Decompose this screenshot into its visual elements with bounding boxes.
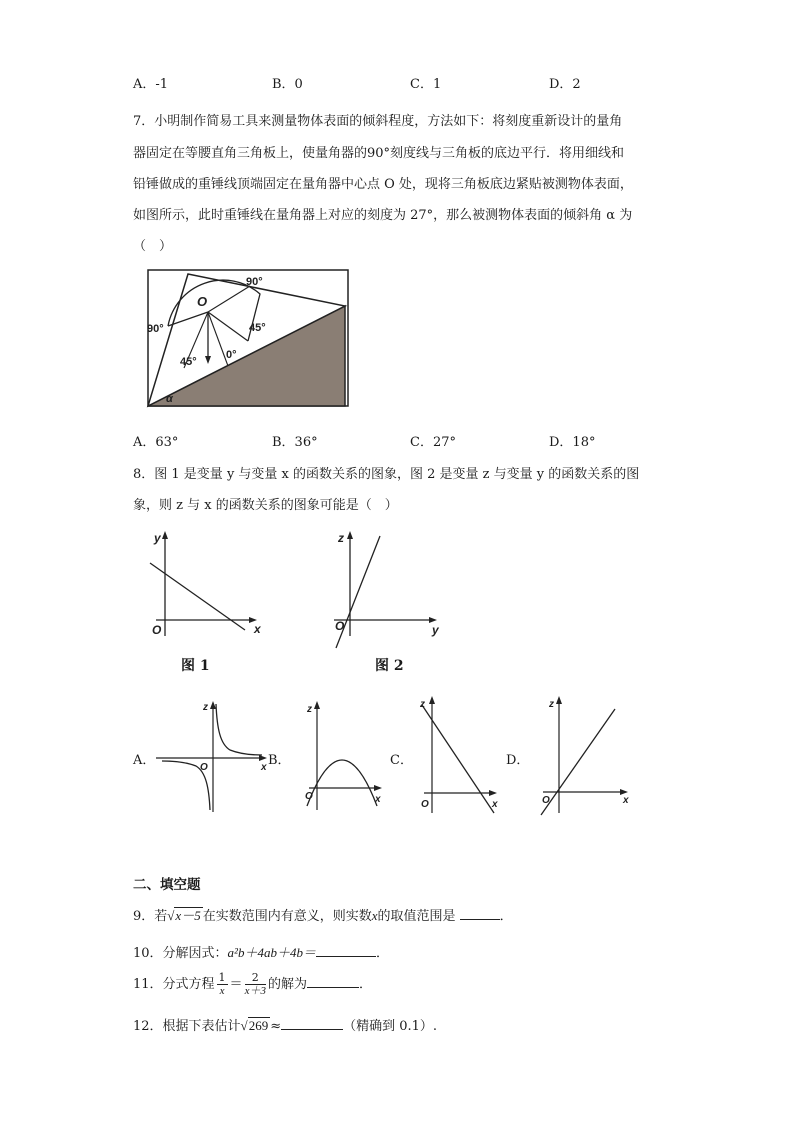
q11-equals: ＝	[229, 977, 243, 992]
optb-label-o: O	[305, 791, 313, 802]
q11-suffix: 的解为	[267, 977, 307, 992]
q7-option-a: A．63°	[133, 435, 179, 450]
q10-end: ．	[375, 946, 389, 961]
opta-z-arrow	[210, 701, 216, 709]
q8-figure-2	[322, 528, 452, 653]
optd-label-x: x	[623, 795, 629, 806]
q7-option-c: C．27°	[410, 435, 456, 450]
question-9	[133, 905, 513, 924]
q8-option-a-label: A．	[133, 753, 156, 768]
optd-label-z: z	[549, 699, 554, 710]
q9-answer-blank[interactable]	[460, 905, 500, 920]
fig2-label-y: y	[432, 623, 439, 637]
q7-line-3: 铅锤做成的重锤线顶端固定在量角器中心点 O 处，现将三角板底边紧贴被测物体表面，	[133, 177, 633, 192]
section-2-title: 二、填空题	[133, 877, 201, 893]
opta-curve-branch-1	[216, 704, 262, 755]
q7-option-d: D．18°	[549, 435, 596, 450]
q12-approx: ≈	[270, 1019, 282, 1034]
q7-label-left-90: 90°	[147, 323, 164, 335]
optb-label-x: x	[375, 794, 381, 805]
opta-label-x: x	[261, 762, 267, 773]
q10-expression: a²b＋4ab＋4b＝	[227, 945, 316, 960]
q12-suffix: （精确到 0.1）.	[343, 1019, 438, 1034]
optc-label-z: z	[420, 699, 425, 710]
q7-label-top-90: 90°	[246, 276, 263, 288]
opta-x-arrow	[259, 755, 267, 761]
optc-label-x: x	[492, 799, 498, 810]
optd-z-arrow	[556, 696, 562, 704]
q11-num1: 1	[218, 971, 226, 984]
q11-end: ．	[358, 977, 372, 992]
q11-answer-blank[interactable]	[307, 973, 359, 988]
q7-label-zero: 0°	[226, 349, 237, 361]
optd-line	[541, 709, 615, 815]
q7-label-bottom-45: 45°	[180, 356, 197, 368]
fig1-caption: 图 1	[181, 658, 210, 674]
q11-num2: 2	[245, 972, 266, 985]
optb-z-arrow	[314, 701, 320, 709]
q7-line-4: 如图所示，此时重锤线在量角器上对应的刻度为 27°，那么被测物体表面的倾斜角 α 为	[133, 208, 633, 223]
q12-prefix: 12．根据下表估计	[133, 1019, 241, 1034]
q9-suffix: 的取值范围是	[377, 909, 456, 924]
q12-radicand: 269	[248, 1018, 269, 1033]
opta-label-z: z	[203, 702, 208, 713]
q8-option-d-label: D．	[506, 753, 530, 768]
q6-option-d: D．2	[549, 77, 581, 92]
q8-option-b-graph	[295, 698, 390, 813]
q8-option-a-graph	[150, 698, 275, 818]
fig2-caption: 图 2	[375, 658, 404, 674]
q9-sqrt-sign: √	[167, 908, 175, 923]
q6-option-a: A．-1	[133, 77, 169, 92]
q11-fraction-2	[245, 972, 266, 997]
q7-protractor-figure	[140, 268, 355, 413]
fig2-label-z: z	[338, 531, 344, 545]
question-11	[133, 972, 372, 997]
fig2-z-arrow	[347, 531, 353, 539]
q11-den1: x	[219, 985, 225, 997]
fig1-label-x: x	[254, 622, 261, 636]
q8-line-2: 象，则 z 与 x 的函数关系的图象可能是（ ）	[133, 498, 398, 513]
q6-option-b: B．0	[272, 77, 303, 92]
q10-answer-blank[interactable]	[316, 942, 376, 957]
q11-fraction-1	[217, 972, 228, 997]
opta-label-o: O	[200, 762, 208, 773]
q7-line-5: （ ）	[133, 239, 173, 254]
fig2-label-o: O	[335, 619, 345, 633]
q9-var: x	[371, 908, 378, 923]
optc-z-arrow	[429, 696, 435, 704]
q9-prefix: 9．若	[133, 909, 168, 924]
q10-prefix: 10．分解因式：	[133, 946, 228, 961]
q12-answer-blank[interactable]	[281, 1015, 343, 1030]
fig1-label-o: O	[152, 623, 162, 637]
optb-x-arrow	[374, 785, 382, 791]
q7-line-1: 7．小明制作简易工具来测量物体表面的倾斜程度，方法如下：将刻度重新设计的量角	[133, 114, 623, 129]
optb-label-z: z	[307, 704, 312, 715]
q12-sqrt-sign: √	[240, 1018, 248, 1033]
optc-x-arrow	[489, 790, 497, 796]
q9-radicand: x－5	[175, 908, 201, 923]
q8-option-c-graph	[410, 693, 505, 818]
q7-option-b: B．36°	[272, 435, 318, 450]
q7-label-o: O	[197, 294, 208, 309]
question-12	[133, 1015, 437, 1034]
q11-prefix: 11．分式方程	[133, 977, 215, 992]
q8-figure-1	[140, 528, 270, 643]
q8-option-d-graph	[535, 693, 635, 818]
question-10	[133, 942, 389, 961]
q11-den2: x＋3	[244, 985, 266, 997]
optc-label-o: O	[421, 799, 429, 810]
q8-line-1: 8．图 1 是变量 y 与变量 x 的函数关系的图象，图 2 是变量 z 与变量 y 的函数关系的图	[133, 467, 640, 482]
q7-label-alpha: α	[166, 393, 173, 405]
q9-end: ．	[499, 909, 513, 924]
optc-line	[422, 705, 494, 813]
q8-option-c-label: C．	[390, 753, 413, 768]
q8-option-b-label: B．	[268, 753, 291, 768]
q7-line-2: 器固定在等腰直角三角板上，使量角器的90°刻度线与三角板的底边平行．将用细线和	[133, 146, 625, 161]
optd-label-o: O	[542, 795, 550, 806]
fig1-y-arrow	[162, 531, 168, 539]
fig1-label-y: y	[154, 531, 161, 545]
q9-middle: 在实数范围内有意义，则实数	[202, 909, 372, 924]
q6-option-c: C．1	[410, 77, 442, 92]
q7-label-right-45: 45°	[249, 322, 266, 334]
